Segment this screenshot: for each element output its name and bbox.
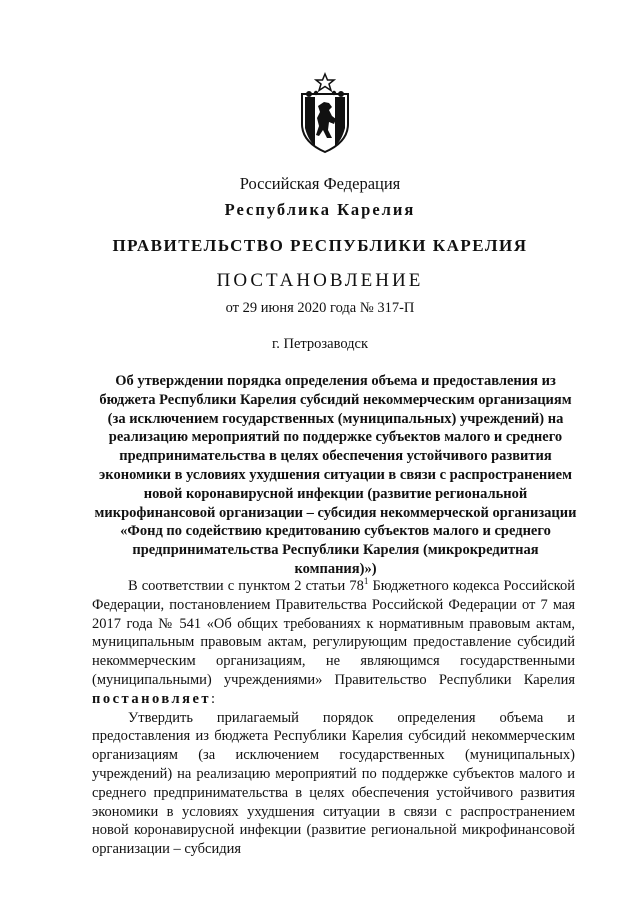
city-line: г. Петрозаводск [271, 336, 369, 352]
paragraph-1 [92, 577, 575, 709]
decree-word: постановляет [92, 690, 212, 707]
paragraph-2: Утвердить прилагаемый порядок определения объема и предоставления из бюджета Республики Карелия субсидий некоммерческим организациям (за исключением государственных (муниципальных) учреждений) на реализацию мероприятий по поддержке субъектов малого и среднего предпринимательства в целях обеспечения устойчивого развития экономики в условиях ухудшения ситуации в связи с распространением новой коронавирусной инфекции (развитие региональной микрофинансовой организации – субсидия [92, 709, 575, 858]
karelia-coat-of-arms-icon [296, 72, 354, 154]
paragraph-1-start: В соответствии с пунктом 2 статьи 78 [128, 578, 364, 594]
date-number: от 29 июня 2020 года № 317-П [225, 300, 415, 316]
paragraph-1-end: : [211, 690, 216, 707]
paragraph-1-rest: Бюджетного кодекса Российской Федерации, постановлением Правительства Российской Федерации от 7 мая 2017 года № 541 «Об общих требованиях к нормативным правовым актам, муниципальным правовым актам, регулирующим предоставление субсидий некоммерческим организациям, не являющимся государственными (муниципальными) учреждениями» Правительство Республики Карелия [92, 578, 575, 688]
doc-type-title: ПОСТАНОВЛЕНИЕ [216, 270, 424, 291]
document-body [92, 577, 575, 859]
country-line: Российская Федерация [239, 174, 401, 193]
article-superscript: 1 [363, 576, 369, 587]
government-title: ПРАВИТЕЛЬСТВО РЕСПУБЛИКИ КАРЕЛИЯ [112, 236, 528, 255]
republic-line: Республика Карелия [224, 200, 416, 219]
document-heading: Об утверждении порядка определения объема и предоставления из бюджета Республики Карелия субсидий некоммерческим организациям (за исключением государственных (муниципальных) учреждений) на реализацию мероприятий по поддержке субъектов малого и среднего предпринимательства в целях обеспечения устойчивого развития экономики в условиях ухудшения ситуации в связи с распространением новой коронавирусной инфекции (развитие региональной микрофинансовой организации – субсидия некоммерческой организации «Фонд по содействию кредитованию субъектов малого и среднего предпринимательства Республики Карелия (микрокредитная компания)») [94, 373, 577, 577]
